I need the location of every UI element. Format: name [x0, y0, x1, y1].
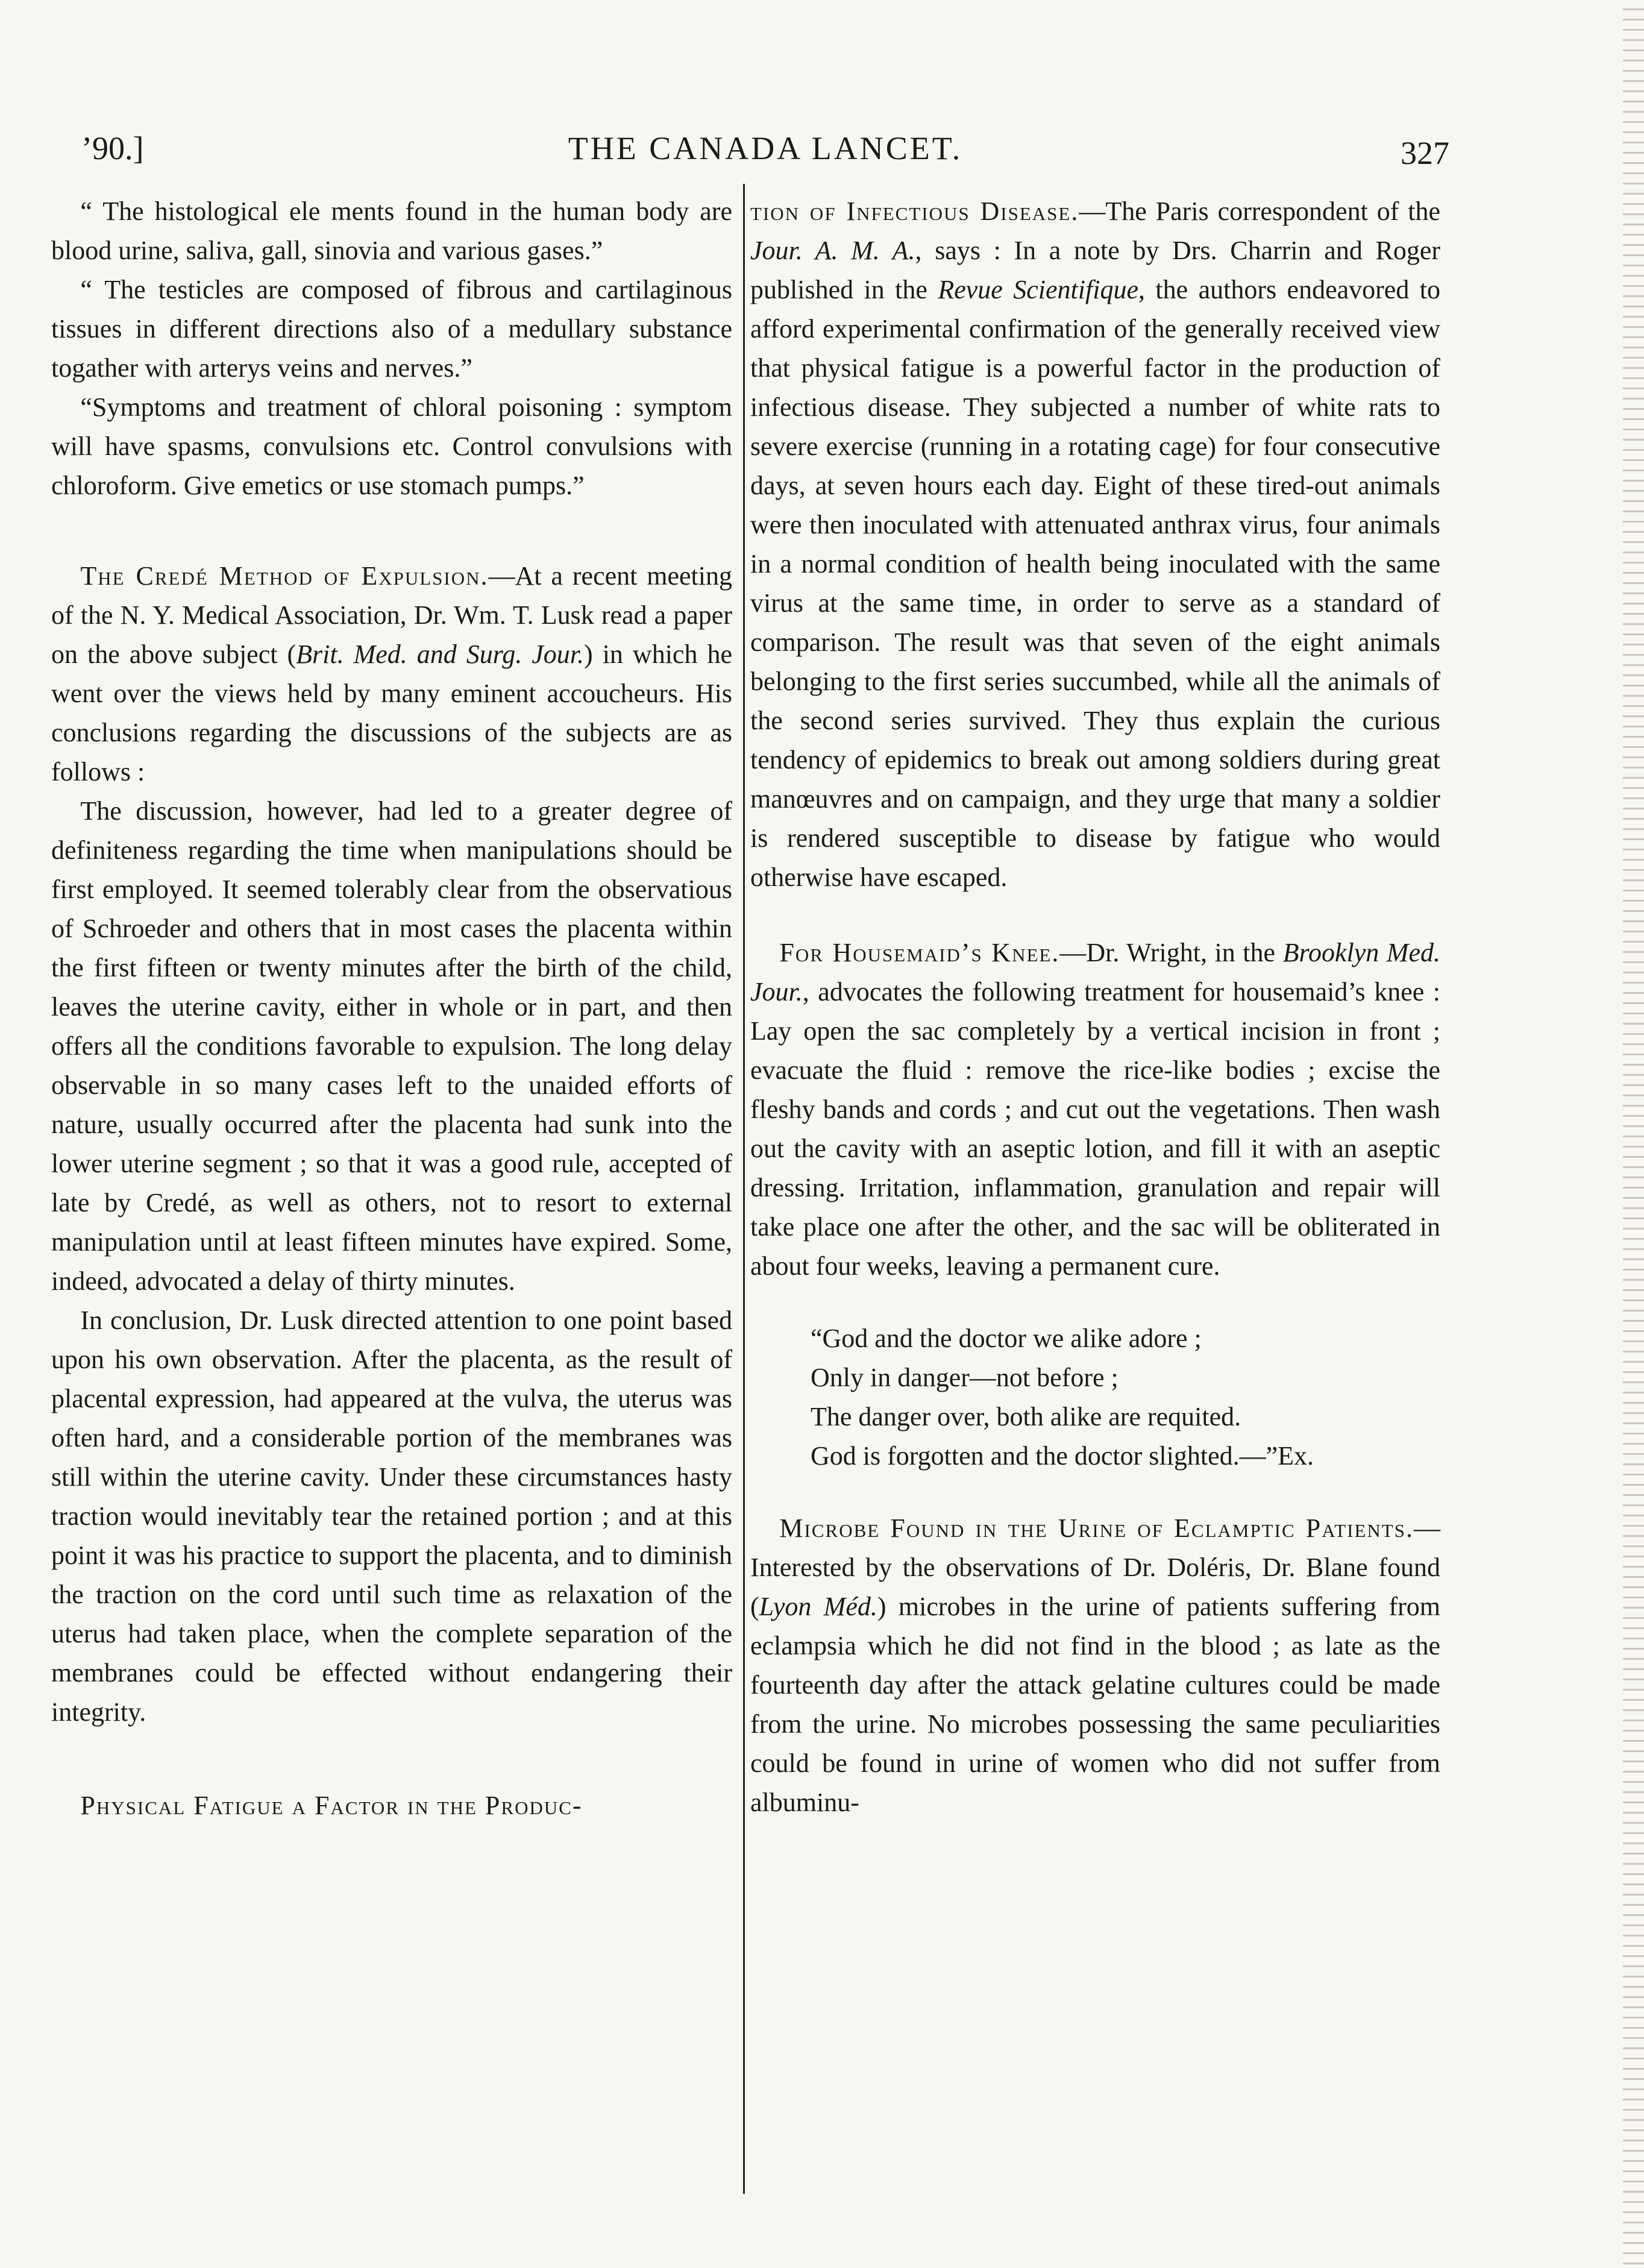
poem-quote	[811, 1319, 1440, 1475]
poem-line: The danger over, both alike are requited.	[811, 1402, 1241, 1431]
crede-paragraph-2: In conclusion, Dr. Lusk directed attention to one point based upon his own observation. After the placenta, as the result of placental expression, had appeared at the vulva, the uterus was often hard, and a considerable portion of the membranes was still within the uterine cavity. Under these circumstances hasty traction would inevitably tear the retained portion ; and at this point it was his practice to support the placenta, and to diminish the traction on the cord until such time as relaxation of the uterus had taken place, when the complete separation of the membranes could be effected without endangering their integrity.	[51, 1305, 732, 1727]
crede-intro-text-b: ) in which he went over the views held by many eminent accoucheurs. His conclusions regarding the discussions of the subjects are as follows :	[51, 639, 732, 787]
poem-line: God is forgotten and the doctor slighted.—”Ex.	[811, 1441, 1314, 1471]
article-fatigue: tion of Infectious Disease.—The Paris correspondent of the Jour. A. M. A., says : In a note by Drs. Charrin and Roger published in the Revue Scientifique, the authors endeavored to afford experimental confirmation of the generally received view that physical fatigue is a powerful factor in the production of infectious disease. They subjected a number of white rats to severe exercise (running in a rotating cage) for four consecutive days, at seven hours each day. Eight of these tired-out animals were then inoculated with attenuated anthrax virus, four animals in a normal condition of health being inoculated with the same virus at the same time, in order to serve as a standard of comparison. The result was that seven of the eight animals belonging to the first series succumbed, while all the animals of the second series survived. They thus explain the curious tendency of epidemics to break out among soldiers during great manœuvres and on campaign, and they urge that many a soldier is rendered susceptible to disease by fatigue who would otherwise have escaped.	[750, 196, 1441, 892]
article-crede-intro	[51, 556, 732, 791]
article-heading-housemaid: For Housemaid’s Knee.	[779, 938, 1060, 967]
fatigue-citation-revue: Revue Scientifique	[938, 275, 1138, 304]
poem-line: “God and the doctor we alike adore ;	[811, 1324, 1202, 1353]
page-header	[81, 124, 1449, 172]
crede-paragraph-1: The discussion, however, had led to a greater degree of definiteness regarding the time when manipulations should be first employed. It seemed tolerably clear from the observatious of Schroeder and others that in most cases the placenta within the first fifteen or twenty minutes after the birth of the child, leaves the uterine cavity, either in whole or in part, and then offers all the conditions favorable to expulsion. The long delay observable in so many cases left to the unaided efforts of nature, usually occurred after the placenta had sunk into the lower uterine segment ; so that it was a good rule, accepted of late by Credé, as well as others, not to resort to external manipulation until at least fifteen minutes have expired. Some, indeed, advocated a delay of thirty minutes.	[51, 796, 732, 1296]
housemaid-citation: Brooklyn Med. Jour.	[750, 938, 1440, 1007]
right-column	[750, 192, 1440, 1822]
left-column	[51, 192, 732, 1825]
article-heading-fatigue-end: tion of Infectious Disease.	[750, 196, 1079, 226]
crede-citation: Brit. Med. and Surg. Jour.	[296, 639, 585, 669]
quote-testicles: “ The testicles are composed of fibrous and cartilaginous tissues in different directions also of a medullary substance togather with arterys veins and nerves.”	[51, 275, 732, 383]
issue-year: ’90.]	[81, 130, 144, 166]
article-heading-crede: The Credé Method of Expulsion.	[80, 561, 489, 591]
crede-intro-text-a: —At a recent meeting of the N. Y. Medical Association, Dr. Wm. T. Lusk read a paper on the above subject (	[51, 561, 733, 669]
page-number: 327	[1401, 135, 1449, 171]
poem-line: Only in danger—not before ;	[811, 1363, 1118, 1392]
article-microbe: Microbe Found in the Urine of Eclamptic Patients.—Interested by the observations of Dr. Doléris, Dr. Blane found (Lyon Méd.) microbes in the urine of patients suffering from eclampsia which he did not find in the blood ; as late as the fourteenth day after the attack gelatine cultures could be made from the urine. No microbes possessing the same peculiarities could be found in urine of women who did not suffer from albuminu-	[750, 1513, 1440, 1817]
column-divider	[743, 184, 745, 2194]
article-housemaid-knee: For Housemaid’s Knee.—Dr. Wright, in the Brooklyn Med. Jour., advocates the following treatment for housemaid’s knee : Lay open the sac completely by a vertical incision in front ; evacuate the fluid : remove the rice-like bodies ; excise the fleshy bands and cords ; and cut out the vegetations. Then wash out the cavity with an aseptic lotion, and fill it with an aseptic dressing. Irritation, inflammation, granulation and repair will take place one after the other, and the sac will be obliterated in about four weeks, leaving a permanent cure.	[750, 938, 1440, 1281]
article-heading-fatigue-start: Physical Fatigue a Factor in the Produc-	[80, 1791, 583, 1820]
scan-edge-marks	[1623, 0, 1644, 2268]
quote-chloral: “Symptoms and treatment of chloral poisoning : symptom will have spasms, convulsions etc. Control convulsions with chloroform. Give emetics or use stomach pumps.”	[51, 392, 732, 500]
fatigue-citation-jama: Jour. A. M. A.	[750, 236, 915, 265]
journal-title: THE CANADA LANCET.	[568, 130, 963, 166]
quote-histological: “ The histological ele ments found in the human body are blood urine, saliva, gall, sinovia and various gases.”	[51, 196, 732, 265]
microbe-citation: Lyon Méd.	[759, 1592, 877, 1621]
article-heading-microbe: Microbe Found in the Urine of Eclamptic Patients.	[779, 1513, 1414, 1543]
